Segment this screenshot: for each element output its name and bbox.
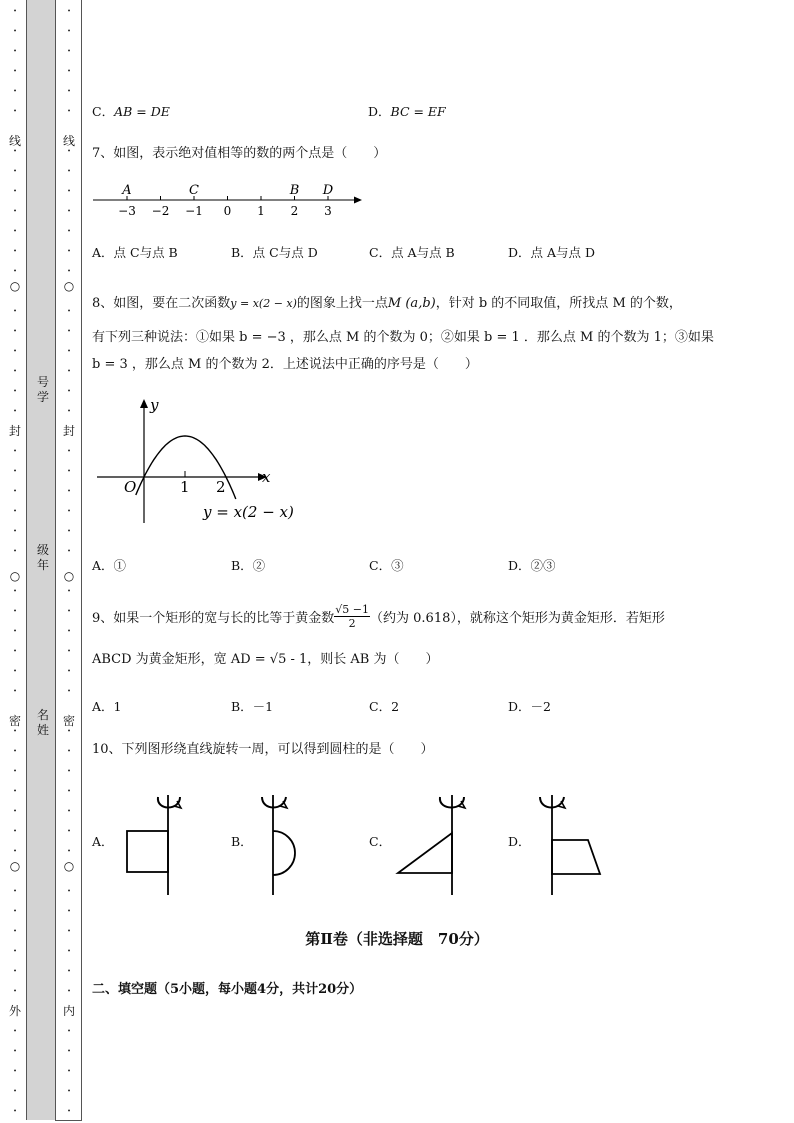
outer-dot: • bbox=[13, 268, 17, 275]
number-line-tick-label: 0 bbox=[223, 204, 232, 218]
q6-option-c-letter: C． bbox=[92, 104, 115, 119]
outer-dot: • bbox=[13, 208, 17, 215]
q7-number-line bbox=[88, 178, 378, 220]
inner-dot: • bbox=[67, 168, 71, 175]
outer-dot: • bbox=[13, 808, 17, 815]
inner-dot: • bbox=[67, 888, 71, 895]
graph-tick-label-1: 1 bbox=[180, 478, 190, 496]
outer-dot: • bbox=[13, 748, 17, 755]
graph-y-arrow bbox=[140, 399, 148, 408]
outer-dot: • bbox=[13, 48, 17, 55]
inner-dot: • bbox=[67, 728, 71, 735]
inner-dot: • bbox=[67, 668, 71, 675]
outer-dot: • bbox=[13, 228, 17, 235]
outer-dot: • bbox=[13, 468, 17, 475]
inner-dot-column bbox=[62, 0, 76, 1123]
outer-mark: 密 bbox=[8, 714, 21, 728]
inner-dot: • bbox=[67, 28, 71, 35]
inner-dot: • bbox=[67, 208, 71, 215]
inner-dot: • bbox=[67, 988, 71, 995]
outer-dot: • bbox=[13, 508, 17, 515]
outer-dot: • bbox=[13, 848, 17, 855]
outer-dot: • bbox=[13, 728, 17, 735]
rotation-arrow-icon bbox=[158, 797, 180, 808]
q8-function: y = x(2 − x) bbox=[230, 297, 297, 310]
outer-dot: • bbox=[13, 388, 17, 395]
outer-dot: • bbox=[13, 248, 17, 255]
inner-dot: • bbox=[67, 88, 71, 95]
q9-frac-denominator: 2 bbox=[348, 617, 356, 630]
inner-dot: • bbox=[67, 608, 71, 615]
inner-dot: • bbox=[67, 1108, 71, 1115]
q9-line1-suffix: （约为 0.618），就称这个矩形为黄金矩形．若矩形 bbox=[370, 611, 665, 626]
outer-dot: • bbox=[13, 988, 17, 995]
inner-dot: • bbox=[67, 1028, 71, 1035]
graph-y-label: y bbox=[150, 396, 159, 414]
q10-figure-b bbox=[250, 793, 320, 898]
outer-dot: • bbox=[13, 488, 17, 495]
outer-dot: • bbox=[13, 588, 17, 595]
q8-option-d: D．②③ bbox=[508, 558, 556, 573]
graph-origin-label: O bbox=[124, 478, 137, 496]
q10-stem: 10、下列图形绕直线旋转一周，可以得到圆柱的是（ ） bbox=[92, 742, 434, 757]
q9-line1-prefix: 9、如果一个矩形的宽与长的比等于黄金数 bbox=[92, 611, 335, 626]
q9-line1 bbox=[92, 605, 665, 632]
graph-tick-label-2: 2 bbox=[216, 478, 226, 496]
q7-stem: 7、如图，表示绝对值相等的数的两个点是（ ） bbox=[92, 146, 387, 161]
outer-dot: • bbox=[13, 28, 17, 35]
q9-option-b: B．－1 bbox=[231, 699, 274, 714]
q10-figure-c bbox=[392, 793, 472, 898]
inner-mark: ○ bbox=[63, 279, 75, 293]
inner-dot: • bbox=[67, 408, 71, 415]
outer-mark: ○ bbox=[9, 569, 21, 583]
inner-mark: 内 bbox=[62, 1004, 75, 1018]
q10-figure-a bbox=[120, 793, 190, 898]
outer-dot: • bbox=[13, 768, 17, 775]
inner-dot: • bbox=[67, 628, 71, 635]
q8-line1-prefix: 8、如图，要在二次函数 bbox=[92, 296, 231, 311]
inner-dot: • bbox=[67, 948, 71, 955]
inner-dot: • bbox=[67, 188, 71, 195]
outer-dot: • bbox=[13, 308, 17, 315]
inner-dot: • bbox=[67, 48, 71, 55]
inner-mark: 密 bbox=[62, 714, 75, 728]
outer-dot: • bbox=[13, 188, 17, 195]
square-shape bbox=[127, 831, 168, 872]
outer-dot: • bbox=[13, 1108, 17, 1115]
q8-option-c: C．③ bbox=[369, 558, 404, 573]
outer-dot: • bbox=[13, 1048, 17, 1055]
outer-dot: • bbox=[13, 888, 17, 895]
outer-dot: • bbox=[13, 608, 17, 615]
outer-dot: • bbox=[13, 788, 17, 795]
inner-dot: • bbox=[67, 108, 71, 115]
trapezoid-shape bbox=[552, 840, 600, 874]
q6-option-c-expr: AB = DE bbox=[114, 104, 170, 119]
outer-mark: ○ bbox=[9, 279, 21, 293]
inner-dot: • bbox=[67, 1048, 71, 1055]
outer-dot: • bbox=[13, 948, 17, 955]
inner-dot: • bbox=[67, 808, 71, 815]
inner-dot: • bbox=[67, 768, 71, 775]
q8-point: M (a,b) bbox=[387, 296, 436, 311]
inner-dot: • bbox=[67, 968, 71, 975]
q9-option-a: A．1 bbox=[92, 699, 122, 714]
outer-dot: • bbox=[13, 968, 17, 975]
inner-dot: • bbox=[67, 308, 71, 315]
outer-dot: • bbox=[13, 408, 17, 415]
q8-line2: 有下列三种说法：①如果 b = −3 ，那么点 M 的个数为 0；②如果 b = 1 ．那么点 M 的个数为 1；③如果 bbox=[92, 330, 714, 345]
outer-mark: ○ bbox=[9, 859, 21, 873]
inner-mark: 封 bbox=[62, 424, 75, 438]
part2-title: 第Ⅱ卷（非选择题 70分） bbox=[305, 930, 489, 948]
graph-curve-label: y = x(2 − x) bbox=[203, 503, 294, 521]
inner-dot: • bbox=[67, 908, 71, 915]
outer-dot: • bbox=[13, 828, 17, 835]
q8-line1-suffix: ，针对 b 的不同取值，所找点 M 的个数， bbox=[435, 296, 682, 311]
q7-option-b: B．点 C与点 D bbox=[231, 245, 318, 260]
q8-option-a: A．① bbox=[92, 558, 127, 573]
number-line-tick-label: −2 bbox=[151, 204, 170, 218]
number-line-tick-label: 3 bbox=[324, 204, 332, 218]
q7-option-a: A．点 C与点 B bbox=[92, 245, 178, 260]
q9-line2: ABCD 为黄金矩形，宽 AD = √5 - 1，则长 AB 为（ ） bbox=[92, 652, 439, 667]
outer-dot: • bbox=[13, 668, 17, 675]
outer-dot: • bbox=[13, 908, 17, 915]
q10-figure-d bbox=[528, 793, 608, 898]
outer-dot: • bbox=[13, 1088, 17, 1095]
section2-title: 二、填空题（5小题，每小题4分，共计20分） bbox=[92, 982, 363, 997]
inner-dot: • bbox=[67, 1088, 71, 1095]
outer-mark: 外 bbox=[8, 1004, 21, 1018]
inner-dot: • bbox=[67, 388, 71, 395]
outer-mark: 线 bbox=[8, 134, 21, 148]
inner-dot: • bbox=[67, 228, 71, 235]
outer-dot: • bbox=[13, 328, 17, 335]
q6-option-d-expr: BC = EF bbox=[390, 104, 446, 119]
inner-mark: ○ bbox=[63, 859, 75, 873]
outer-dot: • bbox=[13, 928, 17, 935]
inner-dot: • bbox=[67, 1068, 71, 1075]
q10-option-b-letter: B． bbox=[231, 834, 253, 849]
triangle-shape bbox=[398, 833, 452, 873]
outer-dot: • bbox=[13, 628, 17, 635]
inner-dot: • bbox=[67, 268, 71, 275]
q7-option-c: C．点 A与点 B bbox=[369, 245, 455, 260]
inner-dot: • bbox=[67, 528, 71, 535]
q6-option-d bbox=[368, 102, 446, 120]
number-line-point-label: D bbox=[322, 183, 334, 198]
outer-dot: • bbox=[13, 1028, 17, 1035]
q9-frac-numerator: √5 −1 bbox=[335, 603, 370, 616]
inner-mark: ○ bbox=[63, 569, 75, 583]
outer-dot: • bbox=[13, 348, 17, 355]
inner-dot: • bbox=[67, 448, 71, 455]
inner-dot: • bbox=[67, 368, 71, 375]
q8-line1-mid: 的图象上找一点 bbox=[296, 296, 388, 311]
inner-dot: • bbox=[67, 248, 71, 255]
outer-mark: 封 bbox=[8, 424, 21, 438]
field-class: 级年 bbox=[36, 543, 49, 572]
number-line-tick-label: −3 bbox=[118, 204, 136, 218]
q8-option-b: B．② bbox=[231, 558, 266, 573]
outer-dot: • bbox=[13, 88, 17, 95]
inner-dot: • bbox=[67, 468, 71, 475]
q10-option-a-letter: A． bbox=[92, 834, 114, 849]
number-line-point-label: C bbox=[189, 183, 199, 198]
inner-dot: • bbox=[67, 328, 71, 335]
outer-dot: • bbox=[13, 448, 17, 455]
outer-dot: • bbox=[13, 168, 17, 175]
number-line-tick-label: 2 bbox=[290, 204, 299, 218]
inner-dot: • bbox=[67, 588, 71, 595]
inner-dot: • bbox=[67, 748, 71, 755]
q9-option-c: C．2 bbox=[369, 699, 400, 714]
outer-dot: • bbox=[13, 68, 17, 75]
inner-dot: • bbox=[67, 68, 71, 75]
outer-dot: • bbox=[13, 688, 17, 695]
outer-dot: • bbox=[13, 368, 17, 375]
q7-option-d: D．点 A与点 D bbox=[508, 245, 596, 260]
outer-dot: • bbox=[13, 548, 17, 555]
number-line-point-label: A bbox=[122, 183, 132, 198]
outer-dot: • bbox=[13, 148, 17, 155]
inner-dot: • bbox=[67, 848, 71, 855]
outer-dot: • bbox=[13, 108, 17, 115]
q8-parabola-graph bbox=[92, 393, 302, 528]
inner-dot: • bbox=[67, 548, 71, 555]
graph-x-label: x bbox=[262, 468, 271, 486]
field-name: 名姓 bbox=[36, 708, 49, 737]
inner-dot: • bbox=[67, 788, 71, 795]
q6-option-d-letter: D． bbox=[368, 104, 391, 119]
outer-dot: • bbox=[13, 1068, 17, 1075]
inner-dot: • bbox=[67, 348, 71, 355]
inner-dot: • bbox=[67, 8, 71, 15]
inner-mark: 线 bbox=[62, 134, 75, 148]
number-line-tick-label: −1 bbox=[185, 204, 203, 218]
q9-option-d: D．－2 bbox=[508, 699, 551, 714]
q8-line3: b = 3 ，那么点 M 的个数为 2．上述说法中正确的序号是（ ） bbox=[92, 357, 478, 372]
number-line-tick-label: 1 bbox=[257, 204, 265, 218]
inner-dot: • bbox=[67, 508, 71, 515]
q10-option-c-letter: C． bbox=[369, 834, 392, 849]
inner-dot: • bbox=[67, 928, 71, 935]
outer-dot: • bbox=[13, 528, 17, 535]
q8-line1 bbox=[92, 292, 682, 311]
inner-dot: • bbox=[67, 488, 71, 495]
q10-option-d-letter: D． bbox=[508, 834, 531, 849]
outer-dot-column bbox=[8, 0, 22, 1123]
semicircle-shape bbox=[273, 831, 295, 875]
inner-dot: • bbox=[67, 148, 71, 155]
number-line-arrow bbox=[354, 197, 362, 204]
q9-golden-fraction bbox=[334, 603, 370, 630]
q6-option-c bbox=[92, 102, 170, 120]
outer-dot: • bbox=[13, 648, 17, 655]
inner-dot: • bbox=[67, 688, 71, 695]
field-exam-number: 号学 bbox=[36, 375, 49, 404]
inner-dot: • bbox=[67, 648, 71, 655]
inner-dot: • bbox=[67, 828, 71, 835]
number-line-point-label: B bbox=[289, 183, 300, 198]
outer-dot: • bbox=[13, 8, 17, 15]
